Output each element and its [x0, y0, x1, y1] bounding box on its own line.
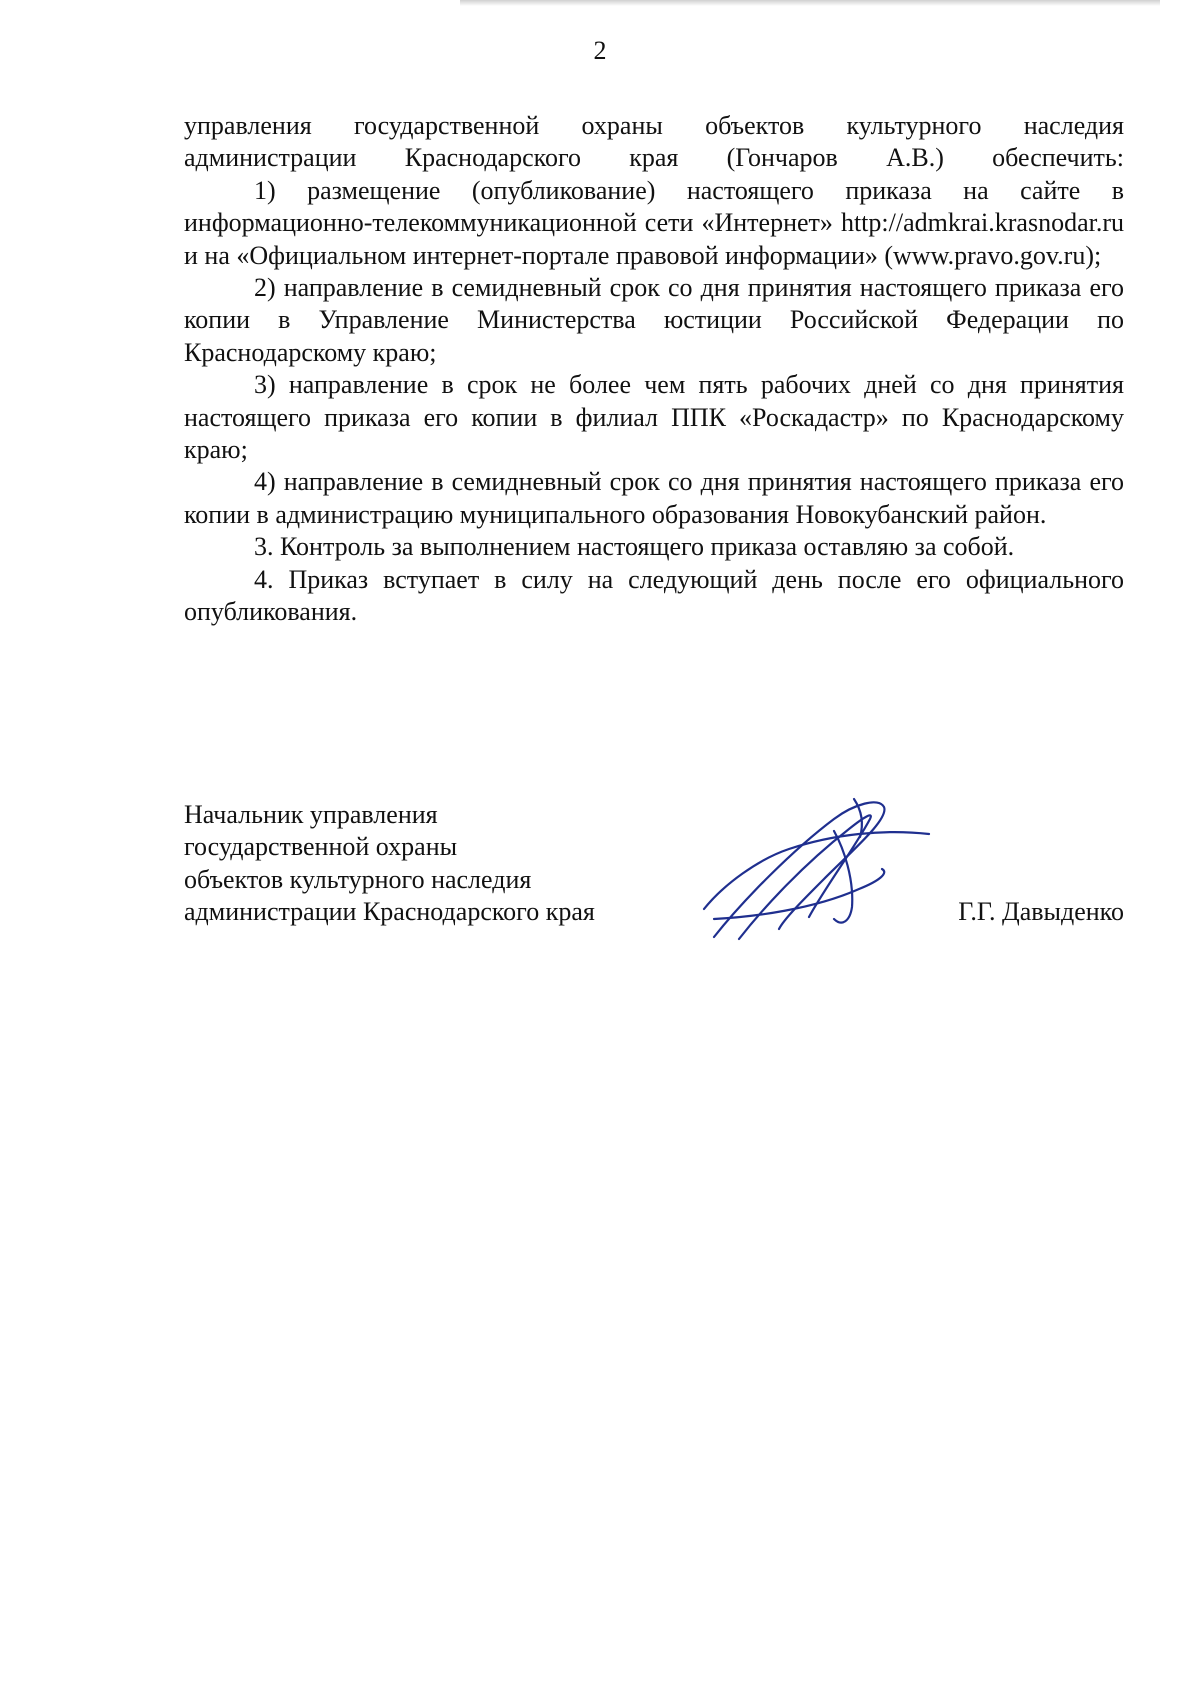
text-line: управления государственной охраны объектов культурного наследия: [184, 111, 1124, 140]
signature-block: [184, 799, 1124, 959]
paragraph-item-2: [184, 272, 1124, 369]
signer-title-line: Начальник управления: [184, 800, 438, 829]
text-line: 4) направление в семидневный срок со дня принятия настоящего приказа: [254, 467, 1082, 497]
paragraph-effective-date: [184, 564, 1124, 629]
signer-name: Г.Г. Давыденко: [958, 897, 1124, 926]
paragraph-item-1: [184, 175, 1124, 272]
text-line: Краснодарскому краю;: [184, 337, 437, 367]
text-line: опубликования.: [184, 597, 358, 627]
text-line: Краснодарскому краю;: [184, 402, 1125, 465]
text-line: 1) размещение (опубликование) настоящего приказа на сайте в: [254, 175, 1124, 205]
text-line: 4. Приказ вступает в силу на следующий день после его официального: [254, 564, 1124, 594]
text-line: информации» (www.pravo.gov.ru);: [725, 240, 1102, 270]
signature-strokes: [704, 799, 929, 939]
scan-edge-shadow: [460, 0, 1160, 6]
signer-title-line: государственной охраны: [184, 832, 458, 862]
paragraph-item-4: [184, 466, 1124, 531]
text-line: 3. Контроль за выполнением настоящего приказа оставляю за собой.: [254, 532, 1015, 562]
text-line: 2) направление в семидневный срок со дня принятия настоящего приказа: [254, 273, 1082, 303]
paragraph-item-3: [184, 369, 1124, 466]
handwritten-signature: [684, 789, 944, 949]
text-line: Новокубанский район.: [795, 499, 1047, 529]
paragraph-continuation: [184, 110, 1124, 175]
text-line: его копии в Управление Министерства юстиции Российской Федерации по: [184, 273, 1125, 335]
signer-title-line: объектов культурного наследия: [184, 864, 532, 894]
document-body: [184, 110, 1124, 629]
signer-title: [184, 799, 595, 929]
text-line: 3) направление в срок не более чем пять рабочих дней со дня принятия: [254, 370, 1124, 400]
text-line: http://admkrai.krasnodar.ru и на «Официальном интернет-портале правовой: [184, 208, 1124, 270]
signer-title-line: администрации Краснодарского края: [184, 897, 595, 927]
paragraph-control: [184, 531, 1124, 563]
page-number: 2: [593, 36, 607, 65]
text-line: администрации Краснодарского края (Гончаров А.В.) обеспечить:: [184, 143, 1124, 173]
text-line: настоящего приказа его копии в филиал ППК «Роскадастр» по: [184, 402, 929, 432]
text-line: информационно-телекоммуникационной сети «Интернет»: [184, 208, 833, 238]
text-line: его копии в администрацию муниципального образования: [184, 467, 1125, 529]
